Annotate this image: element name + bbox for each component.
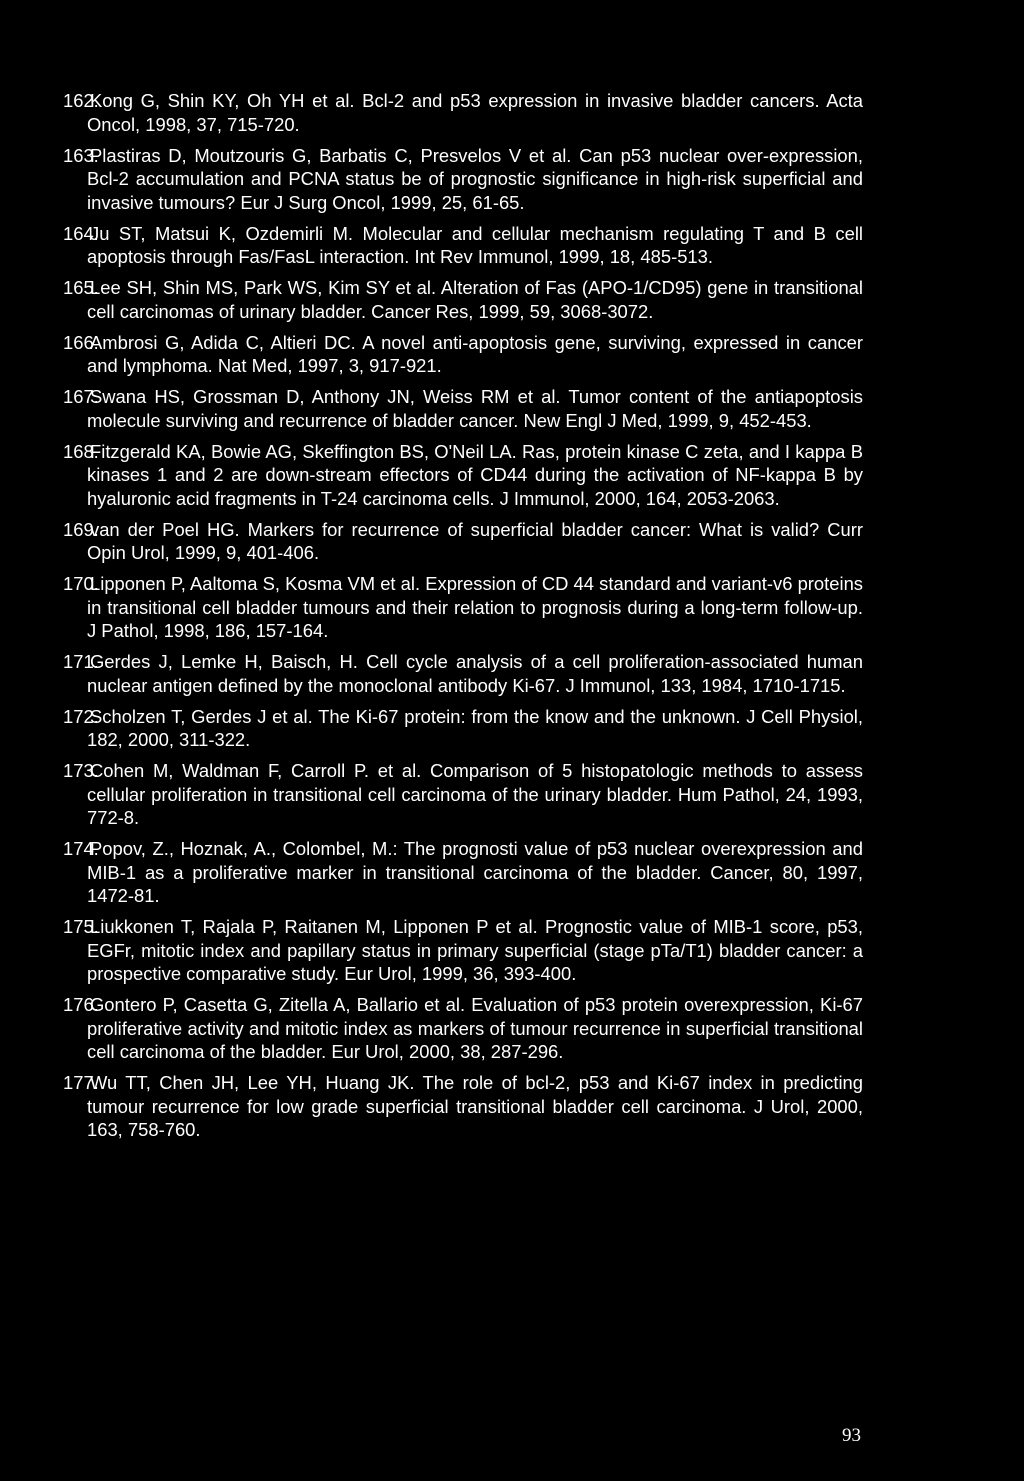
reference-item-164 [63,222,863,269]
reference-item-169 [63,518,863,565]
reference-number: 163. [63,144,99,166]
reference-text: Cohen M, Waldman F, Carroll P. et al. Comparison of 5 histopatologic methods to assess cellular proliferation in transitional cell carcinoma of the urinary bladder. Hum Pathol, 24, 1993, 772-8. [87,760,863,828]
reference-number: 172. [63,705,99,727]
reference-list [63,89,863,1149]
reference-number: 174. [63,838,99,859]
reference-item-170 [63,572,863,643]
reference-text: Kong G, Shin KY, Oh YH et al. Bcl-2 and p53 expression in invasive bladder cancers. Acta Oncol, 1998, 37, 715-720. [87,90,863,135]
reference-item-166 [63,331,863,378]
reference-number: 177. [63,1072,99,1093]
reference-number: 173. [63,760,99,781]
reference-item-174 [63,837,863,908]
reference-item-165 [63,276,863,323]
reference-text: Gontero P, Casetta G, Zitella A, Ballario et al. Evaluation of p53 protein overexpression, Ki-67 proliferative activity and mitotic index as markers of tumour recurrence in superficial transitional cell carcinoma of the bladder. Eur Urol, 2000, 38, 287-296. [87,994,863,1062]
reference-number: 175. [63,916,99,937]
reference-number: 165. [63,277,99,298]
reference-item-177 [63,1071,863,1142]
reference-text: Liukkonen T, Rajala P, Raitanen M, Lipponen P et al. Prognostic value of MIB-1 score, p53, EGFr, mitotic index and papillary status in primary superficial (stage pTa/T1) bladder cancer: a prospective comparative study. Eur Urol, 1999, 36, 393-400. [87,916,863,984]
page-number: 93 [842,1425,861,1446]
reference-number: 167. [63,386,99,407]
reference-item-171 [63,650,863,697]
reference-text: Gerdes J, Lemke H, Baisch, H. Cell cycle analysis of a cell proliferation-associated human nuclear antigen defined by the monoclonal antibody Ki-67. J Immunol, 133, 1984, 1710-1715. [87,651,863,696]
reference-item-173 [63,759,863,830]
reference-number: 162. [63,90,99,111]
reference-text: Lipponen P, Aaltoma S, Kosma VM et al. Expression of CD 44 standard and variant-v6 proteins in transitional cell bladder tumours and their relation to prognosis during a long-term follow-up. J Pathol, 1998, 186, 157-164. [87,573,863,641]
reference-number: 171. [63,651,99,672]
reference-text: Swana HS, Grossman D, Anthony JN, Weiss RM et al. Tumor content of the antiapoptosis molecule surviving and recurrence of bladder cancer. New Engl J Med, 1999, 9, 452-453. [87,386,863,431]
reference-number: 166. [63,331,99,353]
reference-item-175 [63,915,863,986]
reference-number: 164. [63,222,99,244]
reference-number: 169. [63,518,99,540]
reference-text: Scholzen T, Gerdes J et al. The Ki-67 protein: from the know and the unknown. J Cell Physiol, 182, 2000, 311-322. [87,705,863,750]
reference-item-168 [63,440,863,511]
reference-item-176 [63,993,863,1064]
reference-text: van der Poel HG. Markers for recurrence of superficial bladder cancer: What is valid? Curr Opin Urol, 1999, 9, 401-406. [87,518,863,563]
reference-text: Plastiras D, Moutzouris G, Barbatis C, Presvelos V et al. Can p53 nuclear over-expression, Bcl-2 accumulation and PCNA status be of prognostic significance in high-risk superficial and invasive tumours? Eur J Surg Oncol, 1999, 25, 61-65. [87,144,863,213]
reference-text: Ju ST, Matsui K, Ozdemirli M. Molecular and cellular mechanism regulating T and B cell apoptosis through Fas/FasL interaction. Int Rev Immunol, 1999, 18, 485-513. [87,222,863,267]
reference-text: Ambrosi G, Adida C, Altieri DC. A novel anti-apoptosis gene, surviving, expressed in cancer and lymphoma. Nat Med, 1997, 3, 917-921. [87,331,863,376]
reference-number: 170. [63,573,99,594]
reference-number: 168. [63,440,99,462]
reference-item-162 [63,89,863,136]
reference-number: 176. [63,994,99,1015]
reference-text: Fitzgerald KA, Bowie AG, Skeffington BS, O'Neil LA. Ras, protein kinase C zeta, and I kappa B kinases 1 and 2 are down-stream effectors of CD44 during the activation of NF-kappa B by hyaluronic acid fragments in T-24 carcinoma cells. J Immunol, 2000, 164, 2053-2063. [87,440,863,509]
reference-item-172 [63,705,863,752]
reference-item-167 [63,385,863,432]
reference-text: Wu TT, Chen JH, Lee YH, Huang JK. The role of bcl-2, p53 and Ki-67 index in predicting tumour recurrence for low grade superficial transitional bladder cell carcinoma. J Urol, 2000, 163, 758-760. [87,1072,863,1140]
reference-text: Popov, Z., Hoznak, A., Colombel, M.: The prognosti value of p53 nuclear overexpression and MIB-1 as a proliferative marker in transitional carcinoma of the bladder. Cancer, 80, 1997, 1472-81. [87,838,863,906]
reference-item-163 [63,144,863,215]
reference-text: Lee SH, Shin MS, Park WS, Kim SY et al. Alteration of Fas (APO-1/CD95) gene in transitional cell carcinomas of urinary bladder. Cancer Res, 1999, 59, 3068-3072. [87,277,863,322]
